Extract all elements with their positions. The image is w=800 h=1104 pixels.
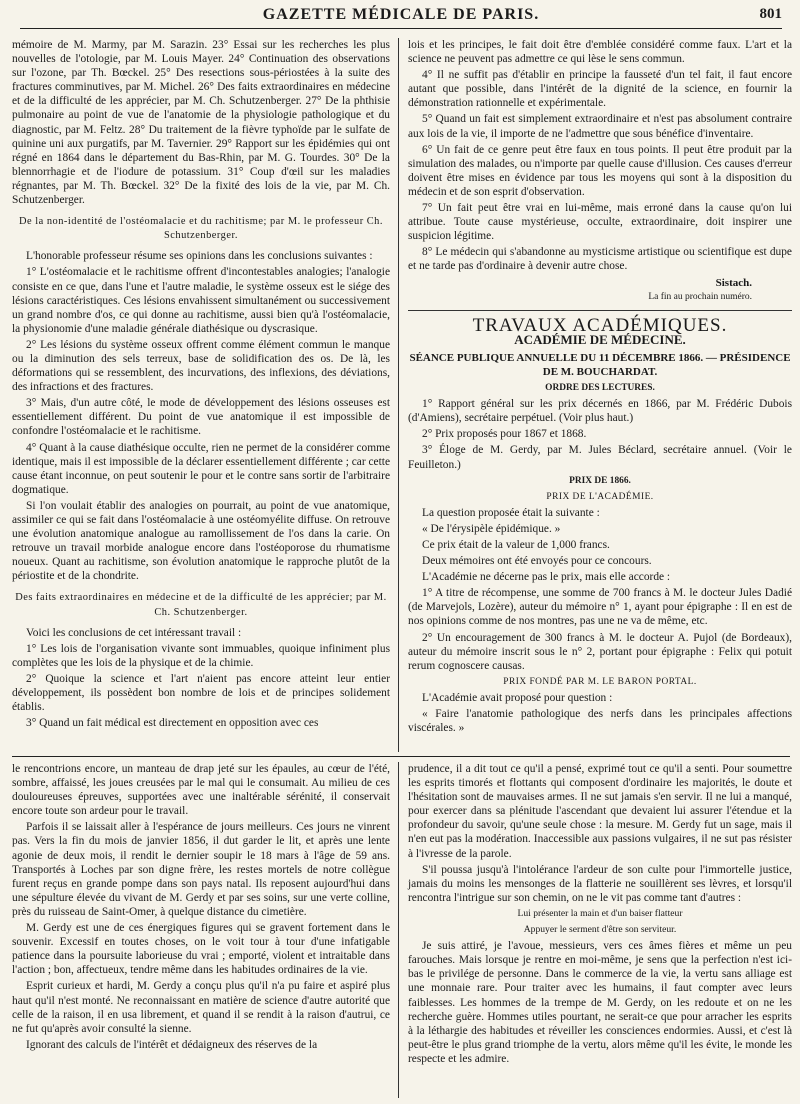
column-divider: [398, 762, 399, 1098]
right-column: [408, 38, 792, 752]
feuilleton-right-column: [408, 762, 792, 1098]
lecture-item: 2° Prix proposés pour 1867 et 1868.: [422, 428, 587, 441]
paragraph: La question proposée était la suivante :: [422, 506, 600, 519]
journal-title: GAZETTE MÉDICALE DE PARIS.: [262, 6, 540, 23]
paragraph: 3° Mais, d'un autre côté, le mode de développement des lésions osseuses est essentiellement différent. Du point de vue anatomique il est impossible de confondre l'ostéomalacie et le rachitisme.: [12, 397, 390, 438]
prize-subheading: PRIX FONDÉ PAR M. LE BARON PORTAL.: [503, 676, 697, 687]
order-heading: ORDRE DES LECTURES.: [545, 383, 655, 394]
paragraph: 6° Un fait de ce genre peut être faux en tous points. Il peut être produit par la simulation des malades, ou n'importe par quelle cause d'illusion. Ces causes d'erreur doivent être mises en évidence par tous les moyens qui sont à la disposition du médecin et de son esprit d'observation.: [408, 143, 792, 198]
paragraph: Esprit curieux et hardi, M. Gerdy a conçu plus qu'il n'a pu faire et aspiré plus haut qu'il n'est monté. Ne reconnaissant en matière de science d'autre autorité que celle de la raison, il en usa librement, et quand il se rendit à la raison d'autrui, ce ne fut qu'après avoir consulté la sienne.: [12, 980, 390, 1035]
paragraph: 2° Un encouragement de 300 francs à M. le docteur A. Pujol (de Bordeaux), auteur du mémoire inscrit sous le n° 2, portant pour épigraphe : Felix qui potuit rerum cognoscere causas.: [408, 631, 792, 672]
paragraph: L'Académie ne décerne pas le prix, mais elle accorde :: [422, 571, 671, 584]
paragraph: S'il poussa jusqu'à l'intolérance l'ardeur de son culte pour l'immortelle justice, jamais du moins les mensonges de la flatterie ne souillèrent ses lèvres, et lorsqu'il rencontra l'intrigue sur son chemin, on ne le vit pas comme tant d'autres :: [408, 863, 792, 904]
paragraph: 4° Il ne suffit pas d'établir en principe la fausseté d'un tel fait, il faut encore autant que possible, dans l'intérêt de la dignité de la science, en fournir la démonstration rationnelle et expérimentale.: [408, 69, 792, 110]
paragraph: 5° Quand un fait est simplement extraordinaire et n'est pas absolument contraire aux lois de la vie, il importe de ne l'admettre que sous bénéfice d'inventaire.: [408, 113, 792, 140]
page-number: 801: [759, 6, 782, 22]
session-heading: SÉANCE PUBLIQUE ANNUELLE DU 11 DÉCEMBRE 1866. — PRÉSIDENCE DE M. BOUCHARDAT.: [409, 351, 791, 378]
paragraph: 7° Un fait peut être vrai en lui-même, mais erroné dans la cause qu'on lui attribue. Toute cause mystérieuse, occulte, extraordinaire, doit inspirer une suspicion légitime.: [408, 202, 792, 243]
paragraph: « Faire l'anatomie pathologique des nerfs dans les principales affections viscérales. »: [408, 708, 792, 735]
paragraph: Ignorant des calculs de l'intérêt et dédaigneux des réserves de la: [26, 1038, 318, 1051]
paragraph: 1° A titre de récompense, une somme de 700 francs à M. le docteur Jules Dadié (de Marvejols, Lozère), auteur du mémoire n° 1, ayant pour épigraphe : Il en est de nos opinions comme de nos montres, pas une ne va de même, etc.: [408, 587, 792, 628]
continuation-note: La fin au prochain numéro.: [648, 291, 752, 302]
paragraph: L'Académie avait proposé pour question :: [422, 691, 613, 704]
feuilleton-divider: [12, 756, 790, 757]
section-heading: Des faits extraordinaires en médecine et de la difficulté de les apprécier; par M. Ch. Schutzenberger.: [15, 592, 387, 618]
paragraph: le rencontrions encore, un manteau de drap jeté sur les épaules, au cœur de l'été, sombre, affaissé, les joues creusées par le mal qui le consumait. Au milieu de ces douloureuses épreuves, supportées avec une inaltérable sérénité, il conservait encore toute son ardeur pour le travail.: [12, 763, 390, 818]
paragraph: Ce prix était de la valeur de 1,000 francs.: [422, 539, 610, 551]
author-signature: Sistach.: [715, 276, 752, 289]
verse-line: Lui présenter la main et d'un baiser flatteur: [517, 907, 683, 919]
paragraph: Voici les conclusions de cet intéressant travail :: [26, 626, 242, 639]
paragraph: « De l'érysipèle épidémique. »: [422, 522, 561, 535]
academy-title: ACADÉMIE DE MÉDECINE.: [514, 331, 686, 347]
paragraph: prudence, il a dit tout ce qu'il a pensé, exprimé tout ce qu'il a senti. Pour soumettre les esprits timorés et flottants qui composent d'ordinaire les majorités, le doute et l'hésitation sont de mauvaises armes. Il ne sut jamais s'en servir. Il ne lui a manqué, pour exercer dans sa plénitude l'ascendant que devaient lui assurer l'étendue et la profondeur du savoir, qu'une seule chose : la mesure. M. Gerdy fut un sage, mais il n'en eut pas la modération. Inaccessible aux passions vulgaires, il ne sut pas résister à l'ivresse de la parole.: [408, 763, 792, 860]
section-title: TRAVAUX ACADÉMIQUES.: [472, 314, 728, 336]
paragraph: 1° L'ostéomalacie et le rachitisme offrent d'incontestables analogies; l'analogie consiste en ce que, dans l'une et l'autre maladie, le système osseux est le siége des lésions caractéristiques. Ces lésions envahissent simultanément ou successivement un grand nombre d'os, ce qui donne au rachitisme, aussi bien qu'à l'ostéomalacie, la physionomie d'une maladie générale diathésique ou dyscrasique.: [12, 266, 390, 335]
paragraph: 2° Les lésions du système osseux offrent comme élément commun le manque ou la diminution des sels terreux, base de solidification des os. De là, les déformations qui se ressemblent, des incurvations, des inflexions, des déviations, des infractions et des fractures.: [12, 338, 390, 394]
paragraph: Parfois il se laissait aller à l'espérance de jours meilleurs. Ces jours ne vinrent pas. Vers la fin du mois de janvier 1856, il dut garder le lit, et après une lente agonie de deux mois, il rendit le dernier soupir le 18 mars à l'âge de 59 ans. Transportés à Loches par son digne frère, les restes mortels de notre collègue furent reçus en grande pompe dans son pays natal. Ils reposent aujourd'hui dans une sépulture élevée du vivant de M. Gerdy et par ses soins, sur une verte colline, près du ruisseau de Saint-Omer, à quelque distance du cimetière.: [12, 821, 390, 918]
paragraph: lois et les principes, le fait doit être d'emblée considéré comme faux. L'art et la science ne peuvent pas admettre ce qui lèse le sens commun.: [408, 39, 792, 66]
page-header: [20, 6, 782, 29]
top-section: [12, 38, 790, 752]
verse-line: Appuyer le serment d'être son serviteur.: [523, 924, 677, 936]
paragraph: Si l'on voulait établir des analogies on pourrait, au point de vue anatomique, assimiler ce qui se fait dans l'ostéomalacie à une ostéomyélite diffuse. On retrouve une évolution anatomique analogue au ramollissement de l'os dans la carie. On retrouve un travail morbide analogue encore dans l'ostéoporose du rhumatisme noueux. Quant au rachitisme, son évolution anatomique le rapproche plutôt de la périostite et de la chondrite.: [12, 499, 390, 583]
paragraph: Deux mémoires ont été envoyés pour ce concours.: [422, 555, 652, 568]
lecture-item: 3° Éloge de M. Gerdy, par M. Jules Béclard, secrétaire annuel. (Voir le Feuilleton.): [408, 444, 792, 471]
paragraph: 1° Les lois de l'organisation vivante sont immuables, quoique infiniment plus complètes que les lois de la physique et de la chimie.: [12, 642, 390, 669]
lecture-item: 1° Rapport général sur les prix décernés en 1866, par M. Frédéric Dubois (d'Amiens), secrétaire perpétuel. (Voir plus haut.): [408, 398, 792, 425]
section-divider: [408, 310, 792, 311]
prize-heading: PRIX DE 1866.: [569, 475, 631, 486]
section-heading: De la non-identité de l'ostéomalacie et du rachitisme; par M. le professeur Ch. Schutzenberger.: [19, 216, 383, 242]
paragraph: mémoire de M. Marmy, par M. Sarazin. 23° Essai sur les recherches les plus nouvelles de l'otologie, par M. Louis Mayer. 24° Continuation des observations sur l'ozone, par Th. Bœckel. 25° Des resections sous-périostées à la suite des fractures comminutives, par M. Michel. 26° Des faits extraordinaires en médecine et de la difficulté de les apprécier, par M. Ch. Schutzenberger. 27° De la phthisie pulmonaire au point de vue de l'anatomie de la physiologie pathologique et du diagnostic, par M. Feltz. 28° Du traitement de la fièvre typhoïde par le sulfate de quinine uni aux purgatifs, par M. Tavernier. 29° Rapport sur les épidémies qui ont régné en 1864 dans le département du Bas-Rhin, par M. G. Tourdes. 30° De la blennorrhagie et de l'iodure de potassium. 31° Coup d'œil sur les maladies régnantes, par M. Th. Bœckel. 32° De la fixité des lois de la vie, par M. Ch. Schutzenberger.: [12, 39, 390, 207]
paragraph: 3° Quand un fait médical est directement en opposition avec ces: [26, 717, 319, 730]
column-divider: [398, 38, 399, 752]
left-column: [12, 38, 390, 752]
paragraph: 8° Le médecin qui s'abandonne au mysticisme artistique ou scientifique est dupe et ne tarde pas d'ordinaire à devenir autre chose.: [408, 246, 792, 273]
feuilleton-left-column: [12, 762, 390, 1098]
paragraph: 4° Quant à la cause diathésique occulte, rien ne permet de la considérer comme identique, mais il est impossible de la déclarer essentiellement différente ; car cette cause étant inconnue, on peut soutenir le pour et le contre sans sortir de l'arbitraire dogmatique.: [12, 441, 390, 496]
paragraph: M. Gerdy est une de ces énergiques figures qui se gravent fortement dans le souvenir. Excessif en toutes choses, on le voit tour à tour d'une infatigable patience dans la poursuite laborieuse du vrai ; emporté, violent et intraitable dans l'action ; bon, affectueux, tendre même dans les habitudes ordinaires de la vie.: [12, 922, 390, 977]
paragraph: 2° Quoique la science et l'art n'aient pas encore atteint leur entier développement, ils possèdent bon nombre de lois et de principes solidement établis.: [12, 672, 390, 714]
paragraph: Je suis attiré, je l'avoue, messieurs, vers ces âmes fières et même un peu farouches. Mais lorsque je rentre en moi-même, je sens que la perfection n'est ici-bas le privilége de personne. Dans le commerce de la vie, la vertu sans alliage est une monnaie rare. Pour traiter avec les humains, il faut compter avec leurs faiblesses. Les hommes de la trempe de M. Gerdy, on les redoute et on ne les recherche guère. Hommes utiles pourtant, ne serait-ce que pour arracher les esprits à la léthargie des habitudes et réveiller les consciences endormies. Aussi, et c'est là peut-être le plus grand triomphe de la vertu, alors même qu'il les évite, le monde les respecte et les admire.: [408, 940, 792, 1065]
prize-subheading: PRIX DE L'ACADÉMIE.: [546, 491, 654, 502]
paragraph: L'honorable professeur résume ses opinions dans les conclusions suivantes :: [26, 250, 373, 263]
feuilleton-section: [12, 762, 790, 1098]
